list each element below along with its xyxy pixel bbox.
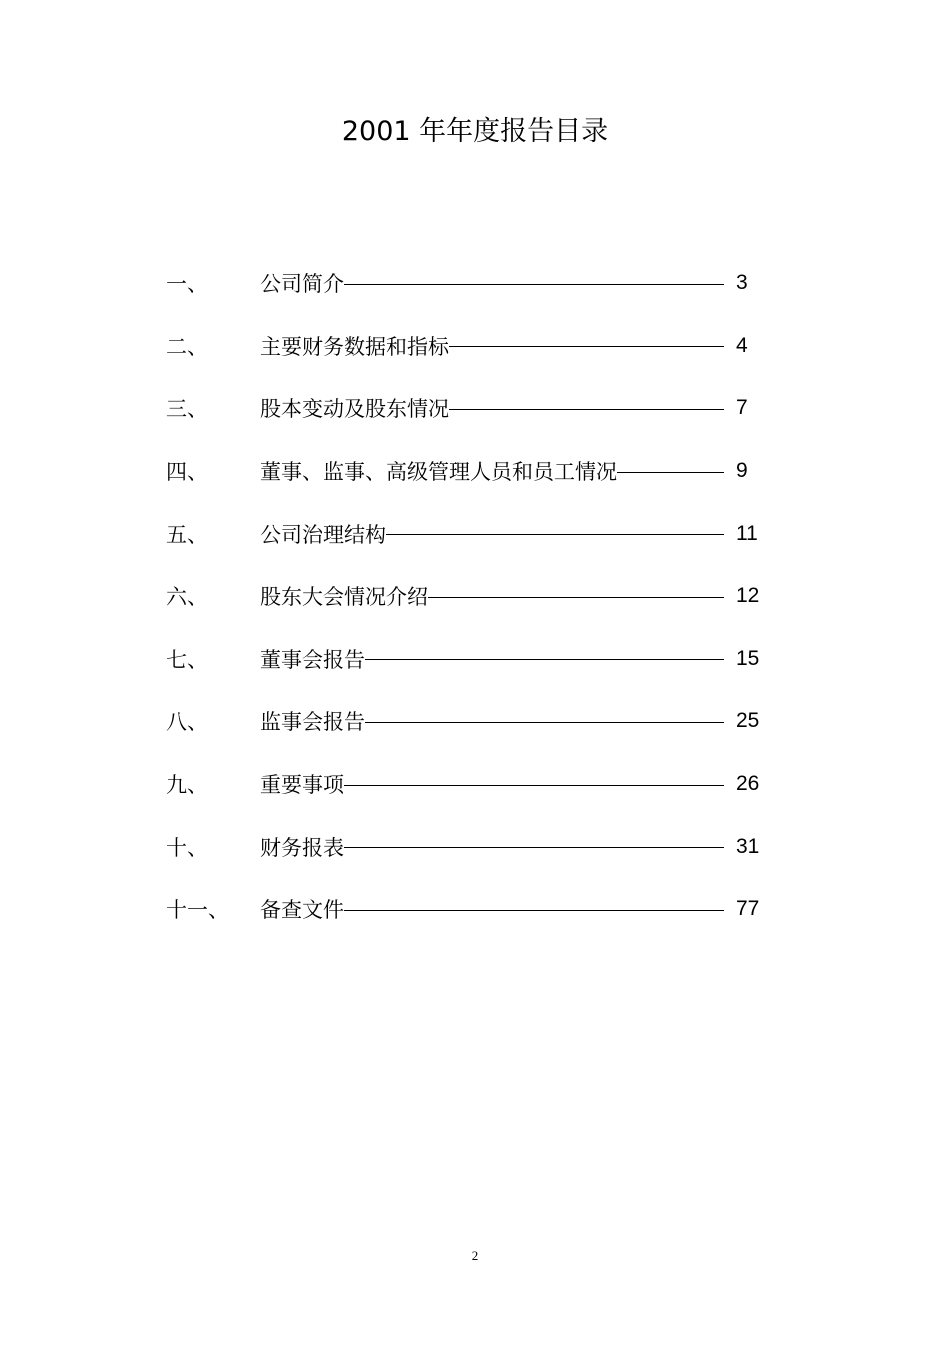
toc-entry-label: 股东大会情况介绍 — [260, 585, 428, 610]
page-title: 2001 年年度报告目录 — [341, 116, 609, 147]
toc-leader-line — [617, 472, 724, 473]
toc-entry[interactable] — [166, 753, 776, 816]
toc-entry-label: 备查文件 — [260, 898, 344, 923]
toc-entry-page: 15 — [736, 646, 760, 670]
toc-leader-line — [365, 659, 724, 660]
toc-entry-number: 五、 — [166, 522, 208, 547]
toc-entry-page: 7 — [736, 396, 748, 420]
toc-entry-page: 9 — [736, 459, 748, 483]
toc-entry-number: 一、 — [166, 272, 208, 297]
toc-entry-number: 三、 — [166, 397, 208, 422]
toc-entry-label: 财务报表 — [260, 835, 344, 860]
toc-entry-label: 公司简介 — [260, 272, 344, 297]
toc-entry[interactable] — [166, 440, 776, 503]
table-of-contents — [166, 252, 776, 941]
toc-entry-page: 11 — [736, 521, 758, 545]
toc-entry-number: 四、 — [166, 460, 208, 485]
toc-entry[interactable] — [166, 502, 776, 565]
toc-entry-number: 八、 — [166, 710, 208, 735]
toc-entry-label: 董事、监事、高级管理人员和员工情况 — [260, 460, 617, 485]
footer-page-number: 2 — [471, 1248, 479, 1263]
toc-entry[interactable] — [166, 690, 776, 753]
toc-entry-label: 公司治理结构 — [260, 522, 386, 547]
toc-entry-number: 二、 — [166, 334, 208, 359]
toc-leader-line — [365, 722, 724, 723]
toc-entry-page: 77 — [736, 897, 760, 921]
toc-entry[interactable] — [166, 628, 776, 691]
toc-entry[interactable] — [166, 878, 776, 941]
toc-entry-label: 重要事项 — [260, 773, 344, 798]
toc-leader-line — [344, 847, 724, 848]
toc-leader-line — [449, 409, 724, 410]
toc-entry[interactable] — [166, 377, 776, 440]
toc-leader-line — [344, 785, 724, 786]
toc-leader-line — [428, 597, 724, 598]
toc-entry-label: 监事会报告 — [260, 710, 365, 735]
toc-entry-page: 12 — [736, 584, 760, 608]
toc-entry[interactable] — [166, 252, 776, 315]
toc-entry-label: 股本变动及股东情况 — [260, 397, 449, 422]
toc-entry[interactable] — [166, 565, 776, 628]
toc-entry-number: 九、 — [166, 773, 208, 798]
toc-entry-number: 六、 — [166, 585, 208, 610]
toc-entry-label: 主要财务数据和指标 — [260, 334, 449, 359]
toc-entry[interactable] — [166, 815, 776, 878]
toc-leader-line — [386, 534, 724, 535]
toc-entry-page: 31 — [736, 834, 760, 858]
toc-entry[interactable] — [166, 315, 776, 378]
toc-leader-line — [449, 346, 724, 347]
toc-leader-line — [344, 910, 724, 911]
toc-leader-line — [344, 284, 724, 285]
toc-entry-number: 七、 — [166, 647, 208, 672]
toc-entry-page: 25 — [736, 709, 760, 733]
toc-entry-page: 26 — [736, 772, 760, 796]
toc-entry-page: 4 — [736, 333, 748, 357]
toc-entry-number: 十、 — [166, 835, 208, 860]
toc-entry-label: 董事会报告 — [260, 647, 365, 672]
toc-entry-page: 3 — [736, 271, 748, 295]
toc-entry-number: 十一、 — [166, 898, 229, 923]
